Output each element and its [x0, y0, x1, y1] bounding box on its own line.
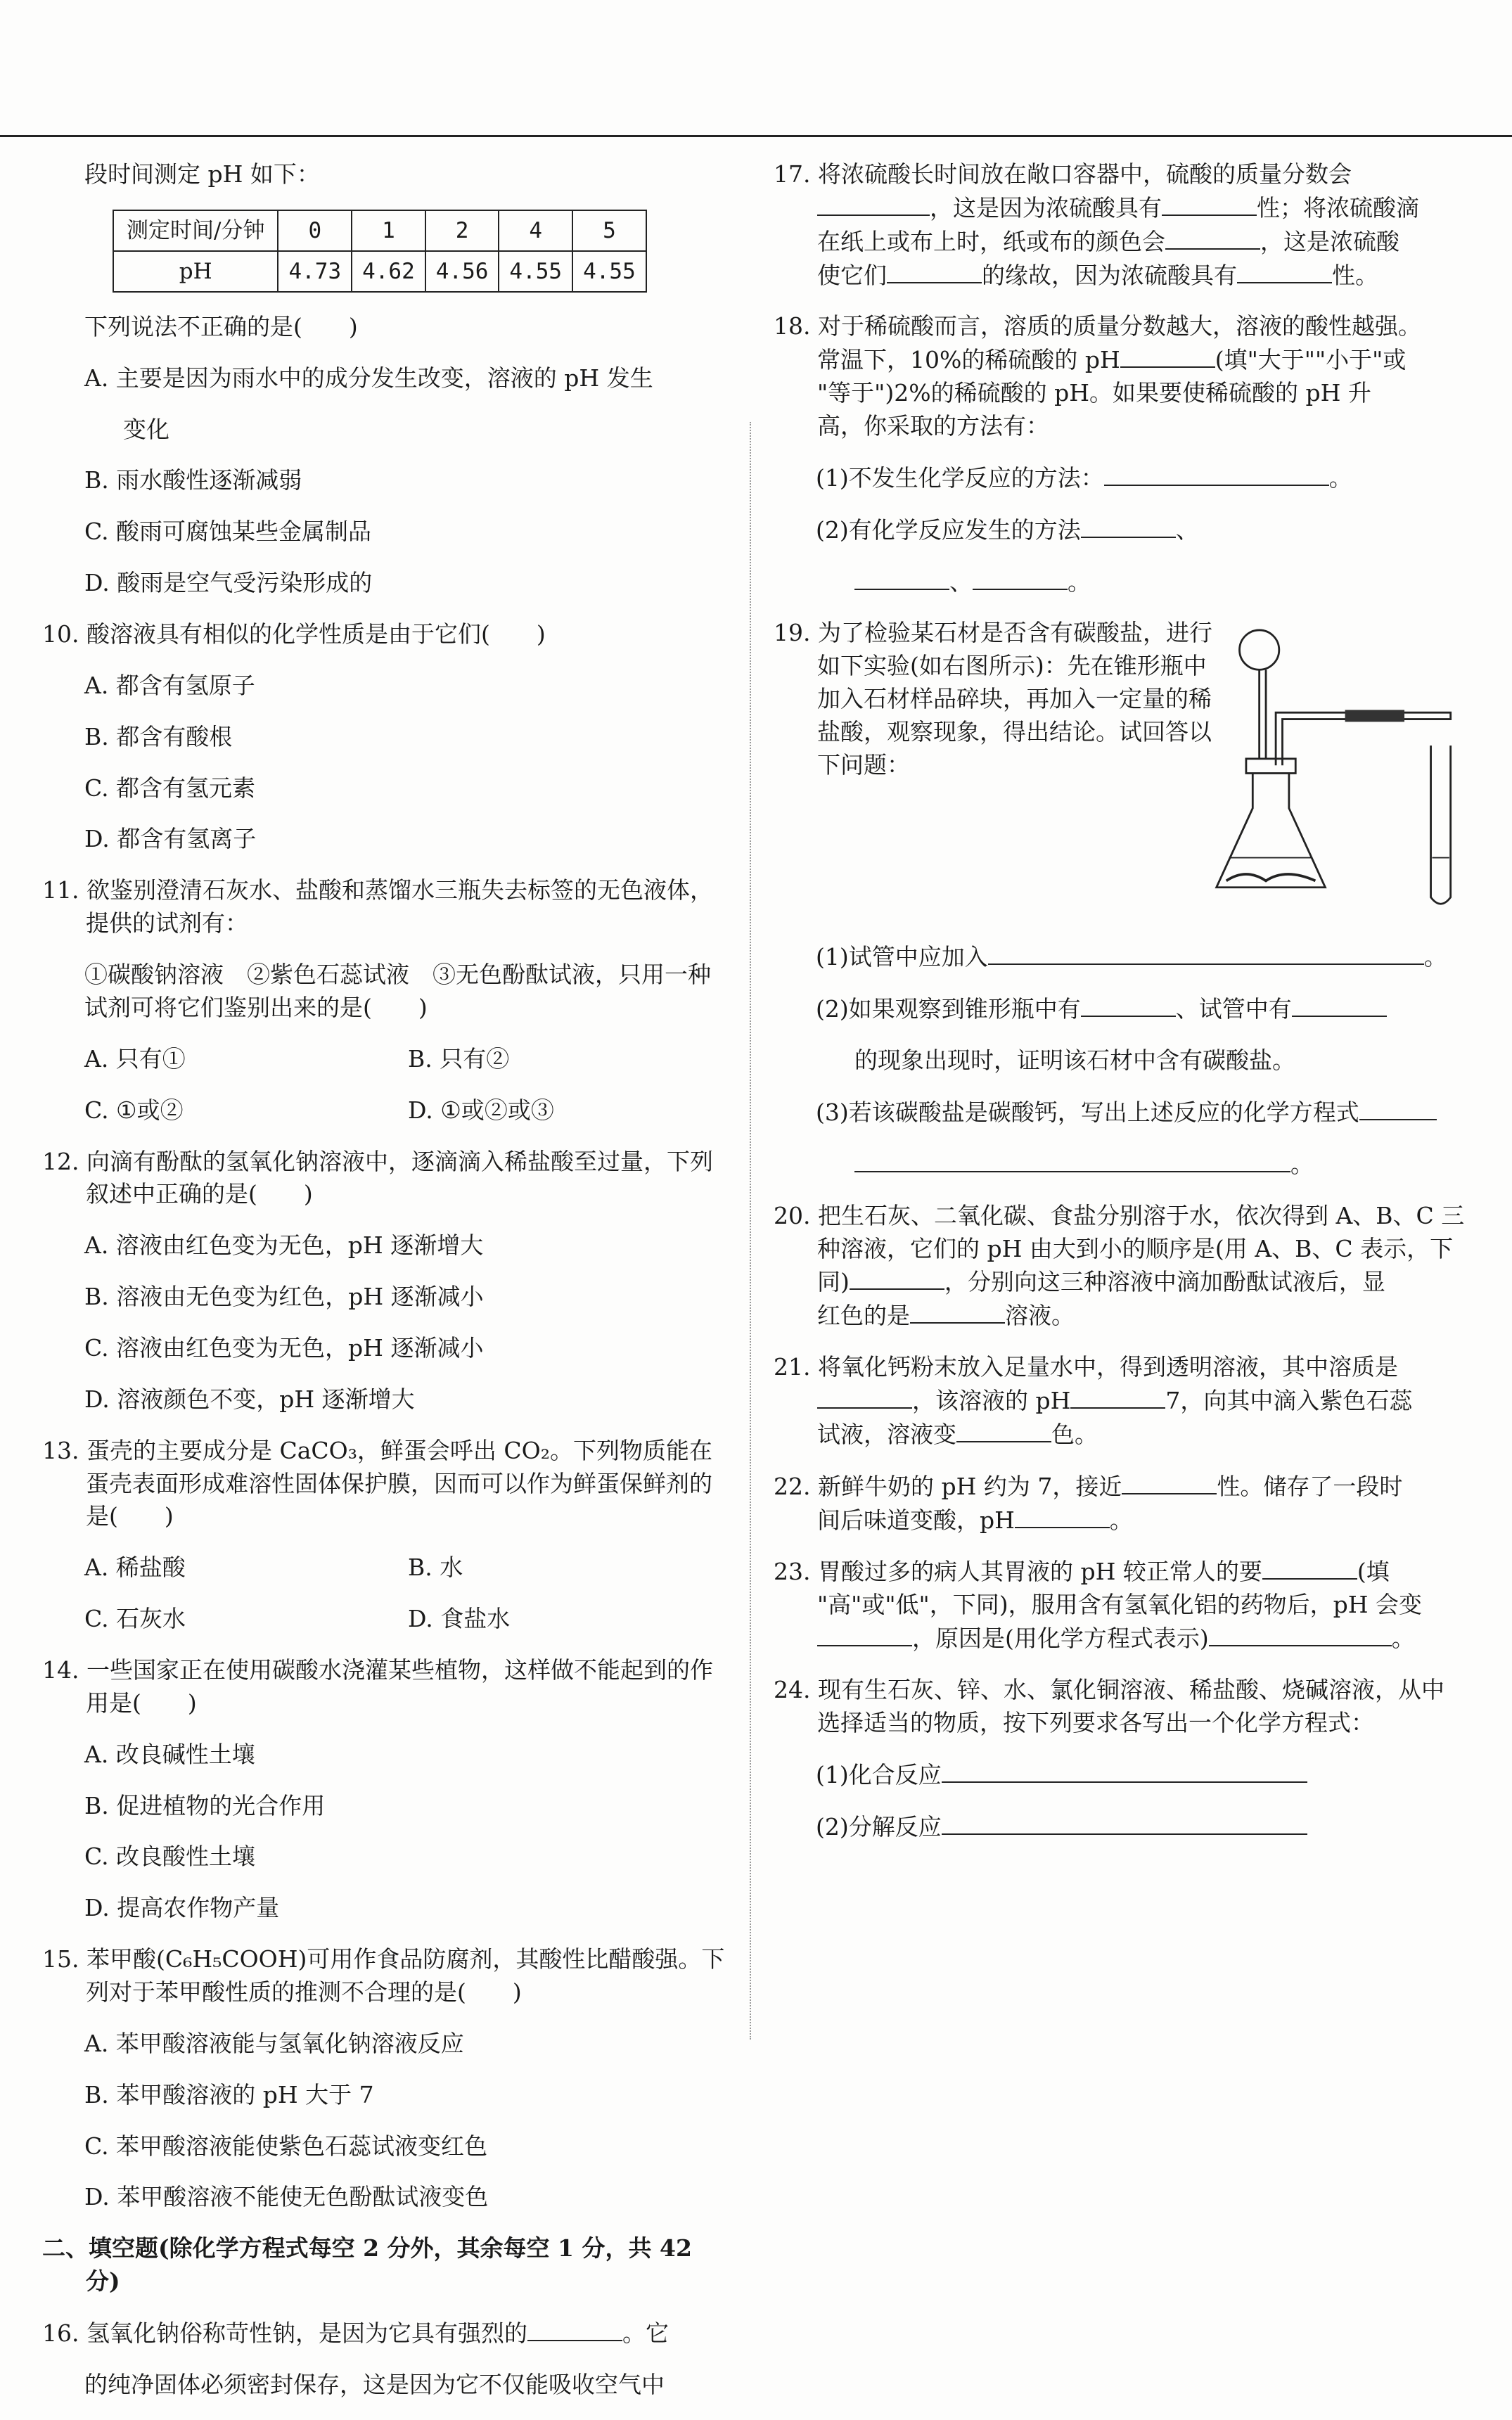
q19-block: [774, 617, 1477, 940]
table-cell: 4.55: [499, 251, 572, 292]
q19-sub-2: [774, 992, 1477, 1026]
answer-blank[interactable]: [887, 259, 982, 283]
table-cell: 5: [572, 210, 646, 251]
separatory-funnel-top: [1239, 630, 1279, 670]
q23-stem: 23. 胃酸过多的病人其胃液的 pH 较正常人的要 (填 "高"或"低"，下同)，服用含有氢氧化铝的药物后，pH 会变 ，原因是(用化学方程式表示) 。: [774, 1555, 1477, 1656]
conical-flask: [1216, 774, 1325, 888]
q10-option-c: C. 都含有氢元素: [84, 774, 256, 802]
q9-intro: 段时间测定 pH 如下：: [84, 160, 320, 188]
answer-blank[interactable]: [1165, 225, 1260, 250]
q22-text-2: 性。储存了一段时: [1217, 1472, 1403, 1500]
q21-stem: [774, 1351, 1477, 1452]
answer-blank[interactable]: [817, 191, 930, 216]
table-cell: 1: [352, 210, 425, 251]
q20-text-3: 红色的是: [817, 1302, 910, 1330]
column-divider: [750, 422, 751, 2040]
q10-option-b: B. 都含有酸根: [84, 722, 233, 750]
q13-option-d: D. 食盐水: [408, 1605, 511, 1633]
q21-text-5: 色。: [1051, 1420, 1098, 1448]
q11-options-row2: [42, 1094, 731, 1127]
q18-sub2-text: (2)有化学反应发生的方法: [816, 516, 1081, 544]
q9-option-d: D. 酸雨是空气受污染形成的: [84, 569, 373, 597]
table-cell: 4.62: [352, 251, 425, 292]
q24-stem: [774, 1674, 1477, 1740]
q11-options-row1: [42, 1043, 731, 1076]
q23-text-1: 23. 胃酸过多的病人其胃液的 pH 较正常人的要: [774, 1558, 1262, 1586]
q18-sub-2-cont: 、 。: [774, 565, 1477, 599]
answer-blank[interactable]: [942, 1758, 1307, 1783]
table-row: [113, 251, 646, 292]
answer-blank[interactable]: [850, 1265, 944, 1290]
answer-blank[interactable]: [956, 1418, 1051, 1442]
q17-text-5: ，这是浓硫酸: [1260, 227, 1399, 255]
q9-option-b: B. 雨水酸性逐渐减弱: [84, 466, 302, 494]
answer-blank[interactable]: [1070, 1384, 1165, 1409]
table-cell: 4.73: [278, 251, 352, 292]
q19-sub-2-cont: 的现象出现时，证明该石材中含有碳酸盐。: [854, 1046, 1295, 1075]
q17-text-4: 在纸上或布上时，纸或布的颜色会: [817, 227, 1165, 255]
q15-option-d: D. 苯甲酸溶液不能使无色酚酞试液变色: [84, 2183, 489, 2211]
q18-text-1: 18. 对于稀硫酸而言，溶质的质量分数越大，溶液的酸性越强。: [774, 312, 1421, 340]
q13-option-a: A. 稀盐酸: [84, 1554, 186, 1582]
answer-blank[interactable]: [854, 565, 949, 590]
q23-text-2: (填: [1357, 1558, 1390, 1586]
table-cell: 2: [425, 210, 499, 251]
q9-option-a: A. 主要是因为雨水中的成分发生改变，溶液的 pH 发生: [84, 364, 653, 392]
left-column: [42, 158, 731, 2420]
answer-blank[interactable]: [1359, 1096, 1437, 1120]
stopper: [1246, 759, 1295, 774]
header-rule: [0, 135, 1512, 137]
answer-blank[interactable]: [1120, 343, 1215, 368]
answer-blank[interactable]: [942, 1810, 1307, 1835]
q12-stem: 12. 向滴有酚酞的氢氧化钠溶液中，逐滴滴入稀盐酸至过量，下列叙述中正确的是( ): [42, 1147, 713, 1208]
q24-text-2: 选择适当的物质，按下列要求各写出一个化学方程式：: [817, 1708, 1374, 1736]
q19-sub2-text-1: (2)如果观察到锥形瓶中有: [816, 995, 1081, 1023]
q17-stem: [774, 158, 1477, 292]
q24-sub1-text: (1)化合反应: [816, 1760, 942, 1788]
q16-text-2: 。它: [622, 2319, 669, 2347]
answer-blank[interactable]: [1081, 513, 1176, 538]
q16-text-1: 16. 氢氧化钠俗称苛性钠，是因为它具有强烈的: [42, 2319, 527, 2347]
q13-options-row1: [42, 1551, 731, 1584]
q9-option-c: C. 酸雨可腐蚀某些金属制品: [84, 518, 372, 546]
table-cell: 4.56: [425, 251, 499, 292]
answer-blank[interactable]: [1081, 992, 1176, 1017]
table-header-time: 测定时间/分钟: [113, 210, 278, 251]
q24-sub2-text: (2)分解反应: [816, 1812, 942, 1840]
q19-stem: 19. 为了检验某石材是否含有碳酸盐，进行如下实验(如右图所示)：先在锥形瓶中加入石材样品碎块，再加入一定量的稀盐酸，观察现象，得出结论。试回答以下问题：: [774, 619, 1212, 779]
answer-blank[interactable]: [910, 1299, 1005, 1324]
q14-option-c: C. 改良酸性土壤: [84, 1843, 256, 1871]
table-row: [113, 210, 646, 251]
q15-option-a: A. 苯甲酸溶液能与氢氧化钠溶液反应: [84, 2029, 464, 2057]
q11-option-b: B. 只有②: [408, 1044, 510, 1073]
q9-option-a-cont: 变化: [123, 415, 169, 443]
q14-option-b: B. 促进植物的光合作用: [84, 1791, 326, 1819]
q15-option-b: B. 苯甲酸溶液的 pH 大于 7: [84, 2080, 374, 2108]
q21-text-4: 试液，溶液变: [817, 1420, 956, 1448]
q18-text-4: "等于")2%的稀硫酸的 pH。如果要使稀硫酸的 pH 升: [817, 379, 1371, 407]
q11-option-c: C. ①或②: [84, 1096, 184, 1124]
q10-stem: 10. 酸溶液具有相似的化学性质是由于它们( ): [42, 620, 546, 648]
q22-stem: [774, 1470, 1477, 1537]
q11-option-a: A. 只有①: [84, 1044, 186, 1073]
q11-reagents: ①碳酸钠溶液 ②紫色石蕊试液 ③无色酚酞试液，只用一种试剂可将它们鉴别出来的是( ): [84, 961, 711, 1021]
stone-sample: [1226, 874, 1316, 881]
q24-sub-2: [774, 1810, 1477, 1844]
q18-text-5: 高，你采取的方法有：: [817, 412, 1049, 440]
q20-text-4: 溶液。: [1005, 1302, 1075, 1330]
answer-blank[interactable]: [1292, 992, 1387, 1017]
answer-blank[interactable]: [1122, 1470, 1217, 1494]
q22-text-1: 22. 新鲜牛奶的 pH 约为 7，接近: [774, 1472, 1122, 1500]
answer-blank[interactable]: [854, 1148, 1290, 1172]
q16-stem: [42, 2317, 731, 2350]
ph-table: [113, 210, 647, 293]
table-cell: 4: [499, 210, 572, 251]
q10-option-a: A. 都含有氢原子: [84, 671, 255, 699]
q18-stem: [774, 310, 1477, 442]
q19-sub-1: (1)试管中应加入 。: [774, 940, 1477, 974]
q24-sub-1: [774, 1758, 1477, 1792]
q18-sub-1: (1)不发生化学反应的方法： 。: [774, 461, 1477, 495]
q11-stem: 11. 欲鉴别澄清石灰水、盐酸和蒸馏水三瓶失去标签的无色液体，提供的试剂有：: [42, 876, 713, 937]
answer-blank[interactable]: [817, 1622, 912, 1646]
answer-blank[interactable]: [1209, 1622, 1392, 1646]
q24-text-1: 24. 现有生石灰、锌、水、氯化铜溶液、稀盐酸、烧碱溶液，从中: [774, 1676, 1444, 1704]
q12-option-b: B. 溶液由无色变为红色，pH 逐渐减小: [84, 1283, 484, 1311]
q10-option-d: D. 都含有氢离子: [84, 825, 257, 853]
q15-stem: 15. 苯甲酸(C₆H₅COOH)可用作食品防腐剂，其酸性比醋酸强。下列对于苯甲酸性质的推测不合理的是( ): [42, 1945, 725, 2006]
answer-blank[interactable]: [1104, 461, 1329, 486]
answer-blank[interactable]: [527, 2317, 622, 2341]
answer-blank[interactable]: [1015, 1504, 1110, 1528]
q17-text-3: 性；将浓硫酸滴: [1257, 193, 1419, 222]
table-cell: 4.55: [572, 251, 646, 292]
rubber-tube: [1345, 710, 1404, 722]
test-tube: [1430, 746, 1450, 904]
q12-option-a: A. 溶液由红色变为无色，pH 逐渐增大: [84, 1231, 484, 1260]
q13-option-b: B. 水: [408, 1554, 463, 1582]
q19-sub-3: [774, 1096, 1477, 1129]
q17-text-8: 性。: [1332, 261, 1378, 289]
q13-stem: 13. 蛋壳的主要成分是 CaCO₃，鲜蛋会呼出 CO₂。下列物质能在蛋壳表面形成难溶性固体保护膜，因而可以作为鲜蛋保鲜剂的是( ): [42, 1436, 712, 1530]
answer-blank[interactable]: [1237, 259, 1332, 283]
q13-options-row2: [42, 1603, 731, 1636]
q18-sub-2: (2)有化学反应发生的方法 、: [774, 513, 1477, 547]
q20-stem: [774, 1200, 1477, 1333]
q19-sub1-text: (1)试管中应加入: [816, 943, 988, 971]
q9-stem: 下列说法不正确的是( ): [84, 312, 358, 340]
q18-sub1-text: (1)不发生化学反应的方法：: [816, 463, 1104, 492]
q17-text-2: ，这是因为浓硫酸具有: [930, 193, 1162, 222]
q11-option-d: D. ①或②或③: [408, 1096, 554, 1124]
q19-sub3-text: (3)若该碳酸盐是碳酸钙，写出上述反应的化学方程式: [816, 1099, 1359, 1127]
q17-text-1: 17. 将浓硫酸长时间放在敞口容器中，硫酸的质量分数会: [774, 160, 1352, 188]
q15-option-c: C. 苯甲酸溶液能使紫色石蕊试液变红色: [84, 2132, 488, 2160]
q12-option-c: C. 溶液由红色变为无色，pH 逐渐减小: [84, 1333, 484, 1362]
answer-blank[interactable]: [817, 1384, 912, 1409]
q14-option-a: A. 改良碱性土壤: [84, 1740, 255, 1768]
q20-text-2: ，分别向这三种溶液中滴加酚酞试液后，显: [944, 1268, 1385, 1296]
answer-blank[interactable]: [1162, 191, 1257, 216]
answer-blank[interactable]: [973, 565, 1068, 590]
experiment-apparatus-figure: [1213, 617, 1477, 940]
q23-text-3: "高"或"低"，下同)，服用含有氢氧化铝的药物后，pH 会变: [817, 1591, 1422, 1619]
answer-blank[interactable]: [1262, 1555, 1357, 1580]
right-column: [774, 158, 1477, 1862]
q16-line-2: 的纯净固体必须密封保存，这是因为它不仅能吸收空气中: [84, 2370, 665, 2398]
q21-text-3: 7，向其中滴入紫色石蕊: [1165, 1387, 1413, 1415]
q21-text-2: ，该溶液的 pH: [912, 1387, 1071, 1415]
q22-text-4: 。: [1109, 1506, 1133, 1534]
q17-text-7: 的缘故，因为浓硫酸具有: [982, 261, 1237, 289]
q23-text-4: ，原因是(用化学方程式表示): [912, 1625, 1209, 1653]
q12-option-d: D. 溶液颜色不变，pH 逐渐增大: [84, 1385, 415, 1413]
q21-text-1: 21. 将氧化钙粉末放入足量水中，得到透明溶液，其中溶质是: [774, 1353, 1398, 1381]
q17-text-6: 使它们: [817, 261, 887, 289]
table-cell: 0: [278, 210, 352, 251]
q20-text-1: 20. 把生石灰、二氧化碳、食盐分别溶于水，依次得到 A、B、C 三种溶液，它们的 pH 由大到小的顺序是(用 A、B、C 表示，下同): [774, 1201, 1465, 1296]
q13-option-c: C. 石灰水: [84, 1605, 186, 1633]
section-2-heading: 二、填空题(除化学方程式每空 2 分外，其余每空 1 分，共 42 分): [42, 2234, 692, 2296]
q22-text-3: 间后味道变酸，pH: [817, 1506, 1015, 1534]
q19-sub2-text-2: 、试管中有: [1175, 995, 1292, 1023]
q14-stem: 14. 一些国家正在使用碳酸水浇灌某些植物，这样做不能起到的作用是( ): [42, 1656, 713, 1717]
answer-blank[interactable]: [988, 940, 1424, 965]
table-header-ph: pH: [113, 251, 278, 292]
q14-option-d: D. 提高农作物产量: [84, 1894, 280, 1922]
q18-text-3: (填"大于""小于"或: [1215, 346, 1407, 374]
q18-text-2: 常温下，10%的稀硫酸的 pH: [817, 346, 1120, 374]
q19-sub-3-cont: 。: [774, 1148, 1477, 1182]
